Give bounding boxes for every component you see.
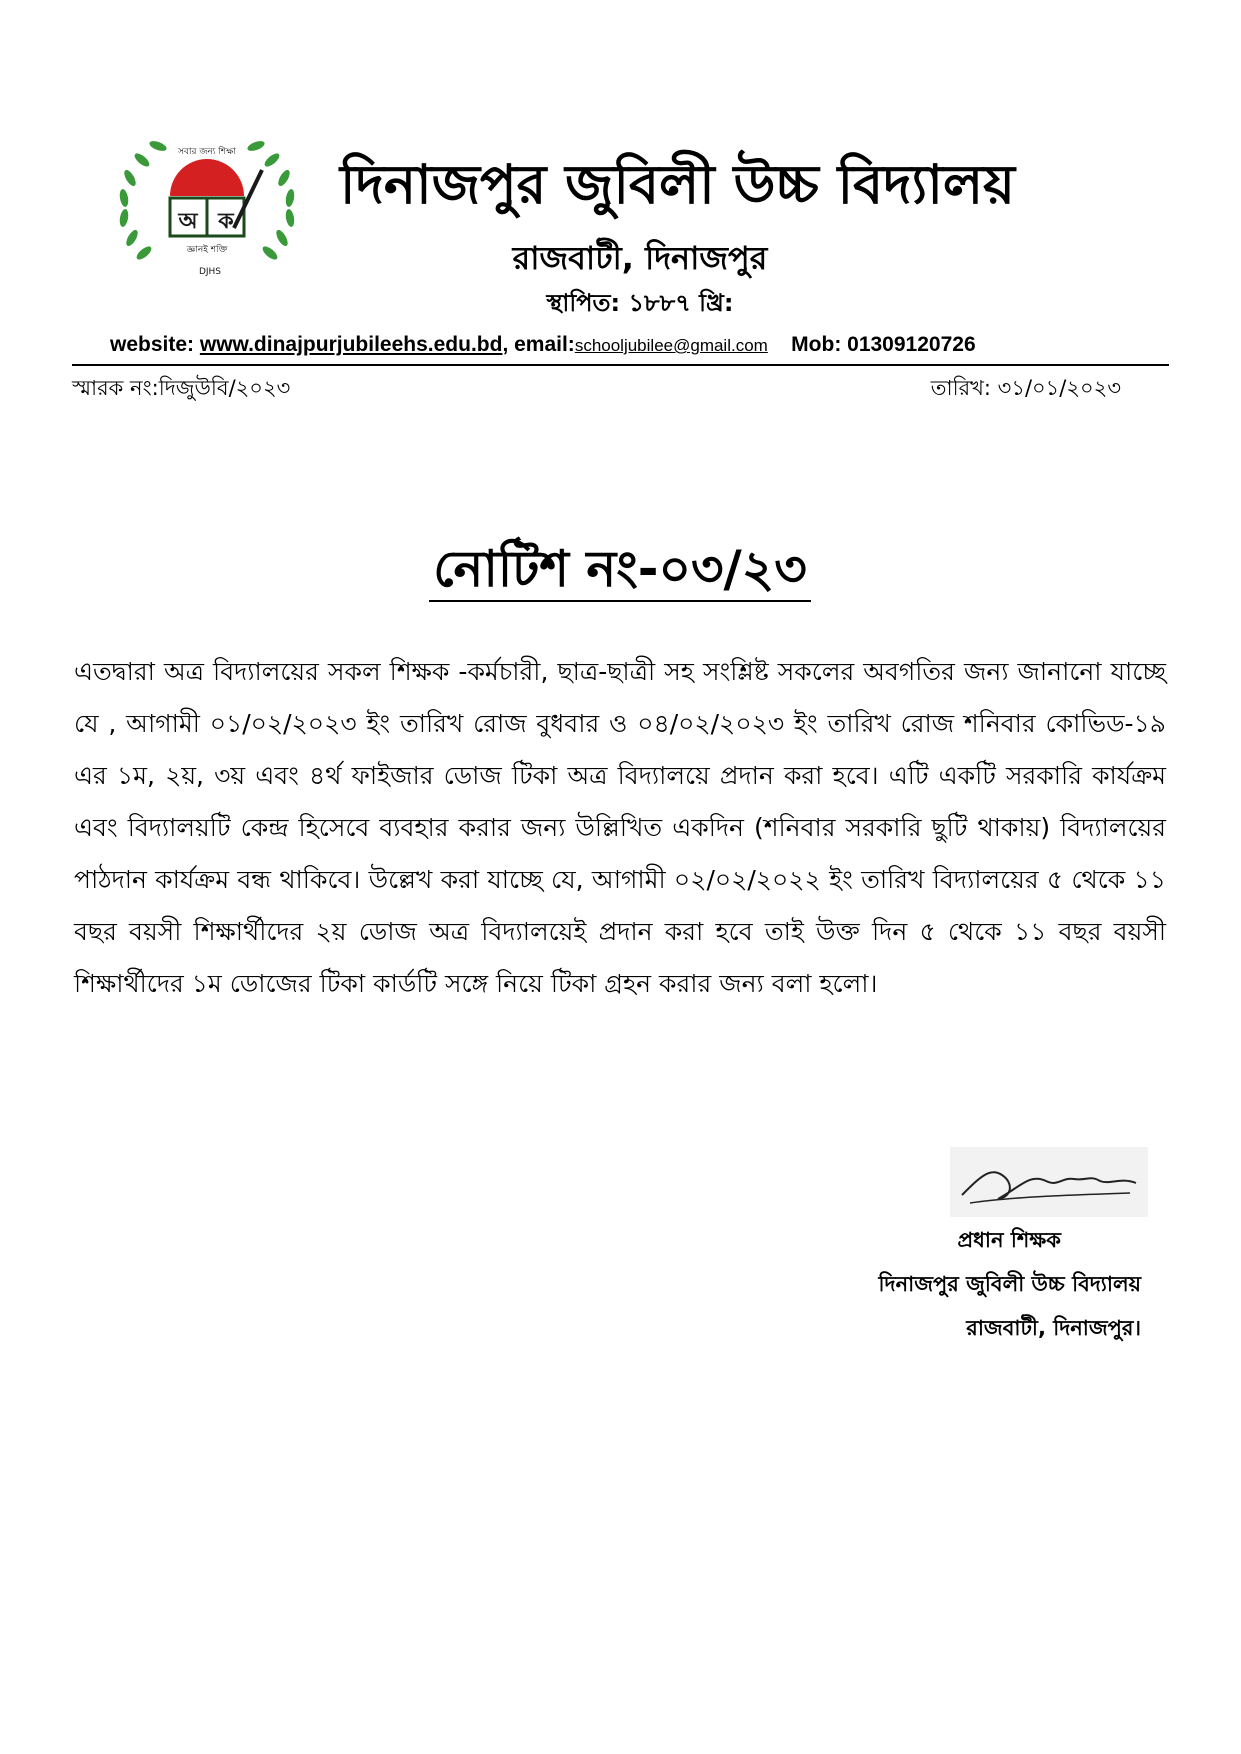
mobile-number: Mob: 01309120726	[791, 333, 976, 356]
logo-motto: জ্ঞানই শক্তি	[186, 245, 228, 255]
rising-sun-icon	[170, 159, 244, 196]
logo-letter-left: অ	[178, 209, 198, 234]
established-year: স্থাপিত: ১৮৮৭ খ্রি:	[546, 289, 734, 317]
notice-date: তারিখ: ৩১/০১/২০২৩	[930, 376, 1121, 400]
signatory-block	[879, 1218, 1141, 1350]
notice-body: এতদ্বারা অত্র বিদ্যালয়ের সকল শিক্ষক -কর্মচারী, ছাত্র-ছাত্রী সহ সংশ্লিষ্ট সকলের অবগতির জন্য জানানো যাচ্ছে যে , আগামী ০১/০২/২০২৩ ইং তারিখ রোজ বুধবার ও ০৪/০২/২০২৩ ইং তারিখ রোজ শনিবার কোভিড-১৯ এর ১ম, ২য়, ৩য় এবং ৪র্থ ফাইজার ডোজ টিকা অত্র বিদ্যালয়ে প্রদান করা হবে। এটি একটি সরকারি কার্যক্রম এবং বিদ্যালয়টি কেন্দ্র হিসেবে ব্যবহার করার জন্য উল্লিখিত একদিন (শনিবার সরকারি ছুটি থাকায়) বিদ্যালয়ের পাঠদান কার্যক্রম বন্ধ থাকিবে। উল্লেখ করা যাচ্ছে যে, আগামী ০২/০২/২০২২ ইং তারিখ বিদ্যালয়ের ৫ থেকে ১১ বছর বয়সী শিক্ষার্থীদের ২য় ডোজ অত্র বিদ্যালয়েই প্রদান করা হবে তাই উক্ত দিন ৫ থেকে ১১ বছর বয়সী শিক্ষার্থীদের ১ম ডোজের টিকা কার্ডটি সঙ্গে নিয়ে টিকা গ্রহন করার জন্য বলা হলো।	[74, 657, 1166, 998]
school-address: রাজবাটী, দিনাজপুর	[512, 239, 768, 277]
memo-number: স্মারক নং:দিজুউবি/২০২৩	[72, 376, 291, 400]
header-divider	[72, 364, 1169, 366]
logo-top-text: সবার জন্য শিক্ষা	[177, 147, 237, 157]
notice-title	[340, 535, 900, 603]
signatory-address: রাজবাটী, দিনাজপুর।	[966, 1316, 1141, 1340]
website-link[interactable]: www.dinajpurjubileehs.edu.bd	[199, 333, 503, 356]
school-name: দিনাজপুর জুবিলী উচ্চ বিদ্যালয়	[340, 153, 1015, 216]
website-label: website:	[110, 333, 200, 356]
email-label: , email:	[502, 333, 575, 356]
signatory-title: প্রধান শিক্ষক	[957, 1228, 1061, 1252]
school-logo	[112, 128, 302, 288]
contact-line	[110, 330, 1140, 361]
logo-letter-right: ক	[218, 209, 234, 234]
email-link[interactable]: schooljubilee@gmail.com	[574, 336, 768, 355]
notice-title-text: নোটিশ নং-০৩/২৩	[429, 540, 811, 602]
logo-abbrev: DJHS	[198, 267, 222, 277]
signatory-institution: দিনাজপুর জুবিলী উচ্চ বিদ্যালয়	[878, 1272, 1141, 1296]
headmaster-signature	[950, 1147, 1148, 1217]
